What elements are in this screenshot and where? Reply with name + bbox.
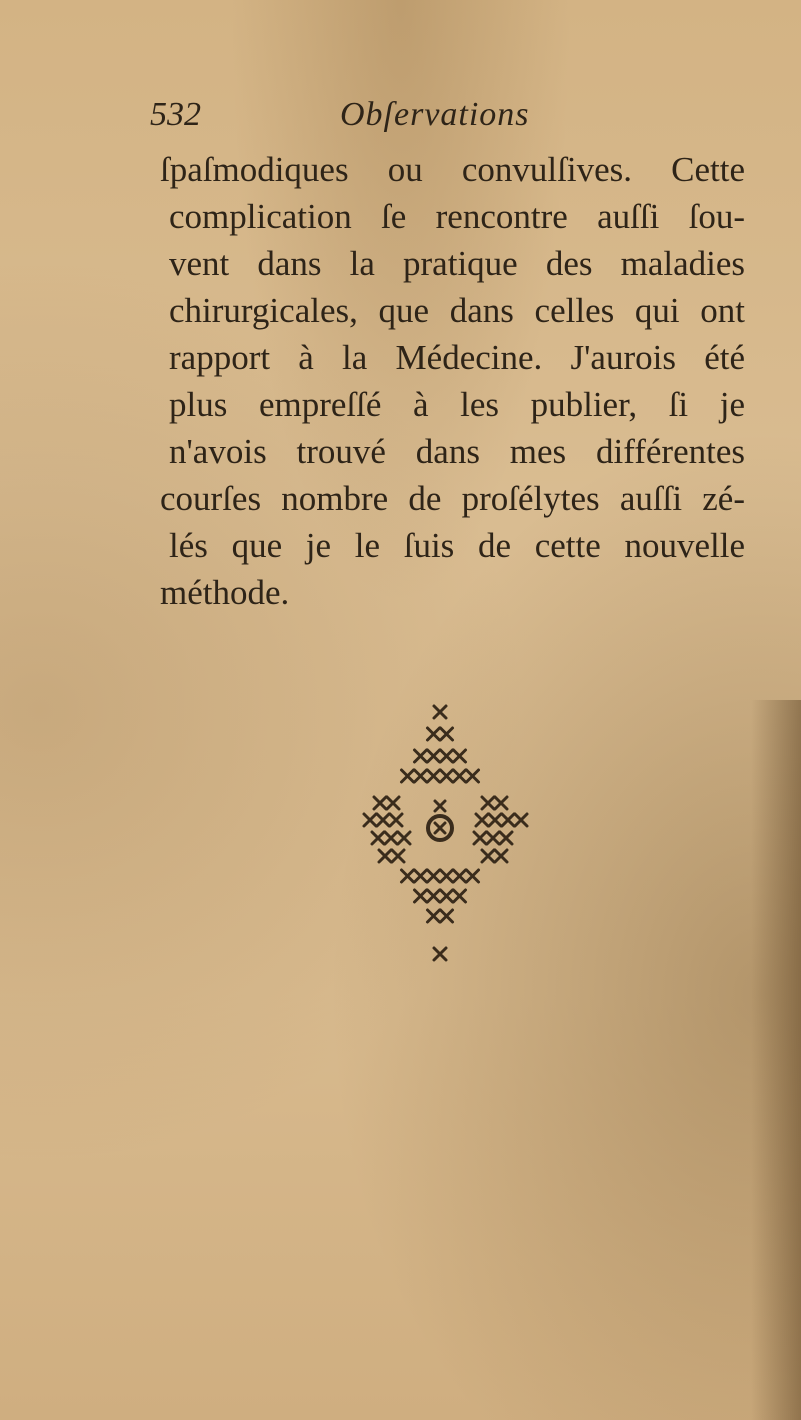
ornament-cross	[495, 850, 507, 862]
ornament-cross	[454, 770, 466, 782]
ornament-cross	[428, 910, 440, 922]
ornament-cross	[441, 870, 453, 882]
text-line: rapport à la Médecine. J'aurois été	[169, 338, 745, 377]
ornament-cross	[474, 832, 486, 844]
ornament-cross	[467, 770, 479, 782]
ornament-cross	[441, 728, 453, 740]
text-line: courſes nombre de proſélytes auſſi zé-	[160, 479, 745, 518]
ornament-cross	[476, 814, 488, 826]
ornament-cross	[502, 814, 514, 826]
ornament-cross	[379, 850, 391, 862]
ornament-cross	[495, 797, 507, 809]
ornament-cross	[454, 870, 466, 882]
text-line: vent dans la pratique des maladies	[169, 244, 745, 283]
ornament-cross	[435, 801, 445, 811]
ornament-cross	[428, 870, 440, 882]
cul-de-lampe-ornament-icon	[330, 698, 570, 978]
page-header	[150, 96, 790, 144]
ornament-cross	[467, 870, 479, 882]
ornament-cross	[428, 750, 440, 762]
ornament-cross	[390, 814, 402, 826]
ornament-cross	[392, 850, 404, 862]
text-line: méthode.	[160, 573, 290, 612]
ornament-cross	[415, 890, 427, 902]
ornament-cross	[434, 948, 446, 960]
ornament-cross	[441, 770, 453, 782]
text-line: complication ſe rencontre auſſi ſou-	[169, 197, 745, 236]
ornament-cross	[415, 750, 427, 762]
ornament-cross	[487, 832, 499, 844]
page-edge-shadow	[751, 700, 801, 1420]
text-line: lés que je le ſuis de cette nouvelle	[169, 526, 745, 565]
ornament-cross	[441, 910, 453, 922]
ornament-cross	[402, 870, 414, 882]
running-head: Obſervations	[340, 96, 530, 133]
ornament-cross	[441, 750, 453, 762]
text-line: ſpaſmodiques ou convulſives. Cette	[160, 150, 745, 189]
ornament-cross	[434, 706, 446, 718]
text-line: plus empreſſé à les publier, ſi je	[169, 385, 745, 424]
ornament-cross	[374, 797, 386, 809]
ornament-cross	[441, 890, 453, 902]
ornament-cross	[402, 770, 414, 782]
ornament-cross	[435, 823, 445, 833]
ornament-cross	[428, 890, 440, 902]
ornament-cross	[500, 832, 512, 844]
ornament-cross	[398, 832, 410, 844]
ornament-cross	[377, 814, 389, 826]
ornament-cross	[454, 890, 466, 902]
ornament-cross	[372, 832, 384, 844]
ornament-cross	[387, 797, 399, 809]
ornament-cross	[428, 728, 440, 740]
text-line: chirurgicales, que dans celles qui ont	[169, 291, 745, 330]
ornament-cross	[415, 870, 427, 882]
ornament-cross	[489, 814, 501, 826]
ornament-cross	[454, 750, 466, 762]
ornament-cross	[415, 770, 427, 782]
page-number: 532	[150, 96, 201, 133]
ornament-cross	[482, 797, 494, 809]
text-line: n'avois trouvé dans mes différentes	[169, 432, 745, 471]
ornament-cross	[482, 850, 494, 862]
body-paragraph	[160, 146, 745, 616]
ornament-cross	[515, 814, 527, 826]
ornament-cross	[364, 814, 376, 826]
ornament-cross	[385, 832, 397, 844]
ornament-cross	[428, 770, 440, 782]
